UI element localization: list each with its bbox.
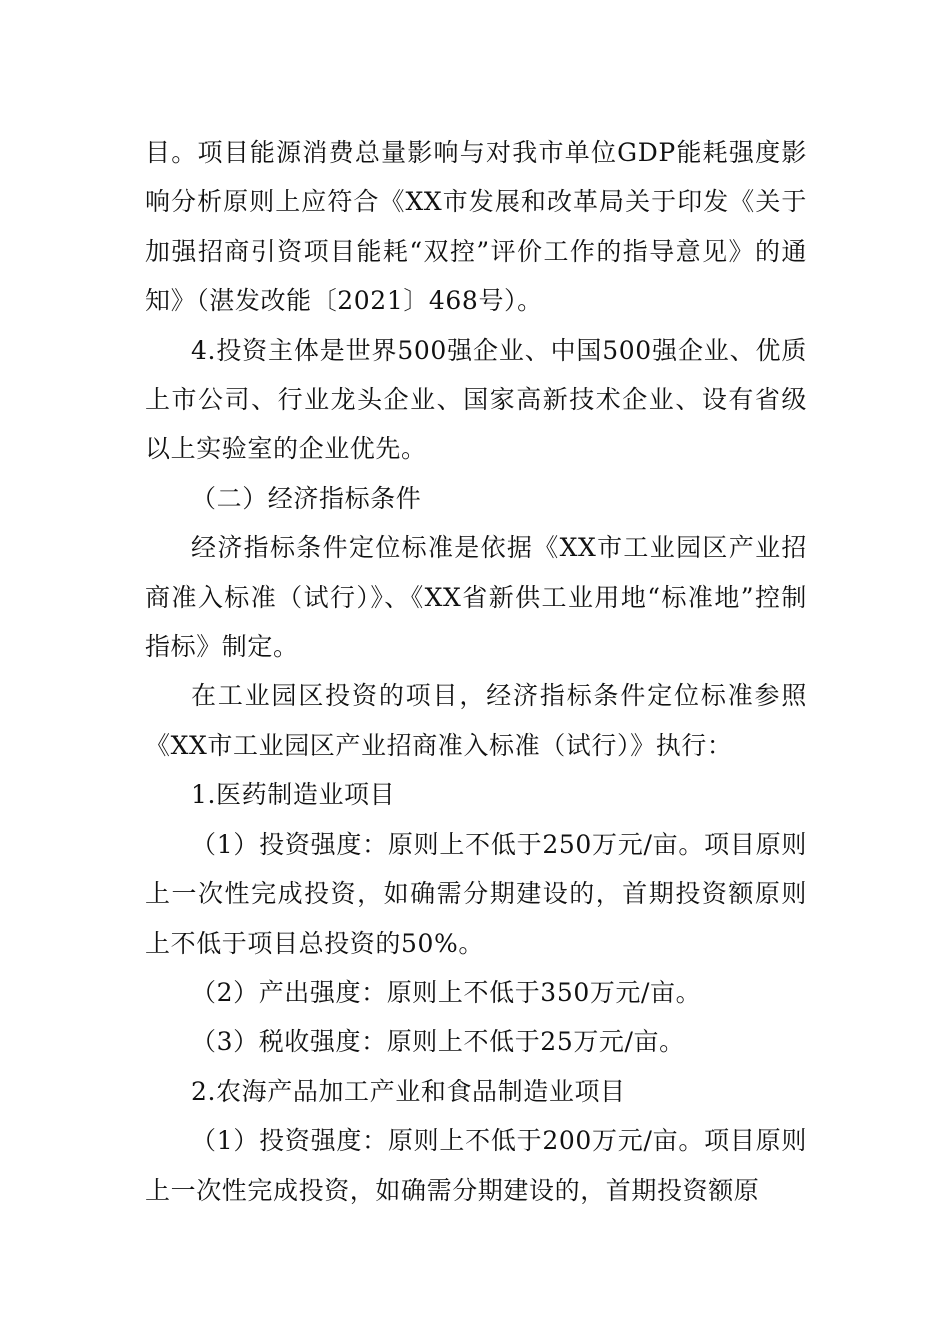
paragraph-industrial-park: 在工业园区投资的项目，经济指标条件定位标准参照《XX市工业园区产业招商准入标准（试行）》执行： bbox=[145, 681, 807, 760]
item-pharma-tax: （3）税收强度：原则上不低于25万元/亩。 bbox=[191, 1027, 685, 1057]
item-heading-pharma: 1.医药制造业项目 bbox=[191, 780, 396, 810]
item-food-investment: （1）投资强度：原则上不低于200万元/亩。项目原则上一次性完成投资，如确需分期建设的，首期投资额原 bbox=[145, 1126, 807, 1205]
paragraph-continuation: 目。项目能源消费总量影响与对我市单位GDP能耗强度影响分析原则上应符合《XX市发展和改革局关于印发《关于加强招商引资项目能耗“双控”评价工作的指导意见》的通知》（湛发改能〔2021〕468号）。 bbox=[145, 138, 807, 316]
item-heading-food: 2.农海产品加工产业和食品制造业项目 bbox=[191, 1076, 626, 1106]
paragraph-indicator-basis: 经济指标条件定位标准是依据《XX市工业园区产业招商准入标准（试行）》、《XX省新供工业用地“标准地”控制指标》制定。 bbox=[145, 533, 807, 662]
paragraph-investor-priority: 4.投资主体是世界500强企业、中国500强企业、优质上市公司、行业龙头企业、国家高新技术企业、设有省级以上实验室的企业优先。 bbox=[145, 335, 807, 464]
section-heading-economic-indicators: （二）经济指标条件 bbox=[191, 483, 422, 513]
item-pharma-investment: （1）投资强度：原则上不低于250万元/亩。项目原则上一次性完成投资，如确需分期建设的，首期投资额原则上不低于项目总投资的50%。 bbox=[145, 829, 807, 958]
document-body bbox=[145, 128, 807, 1215]
item-pharma-output: （2）产出强度：原则上不低于350万元/亩。 bbox=[191, 977, 702, 1007]
